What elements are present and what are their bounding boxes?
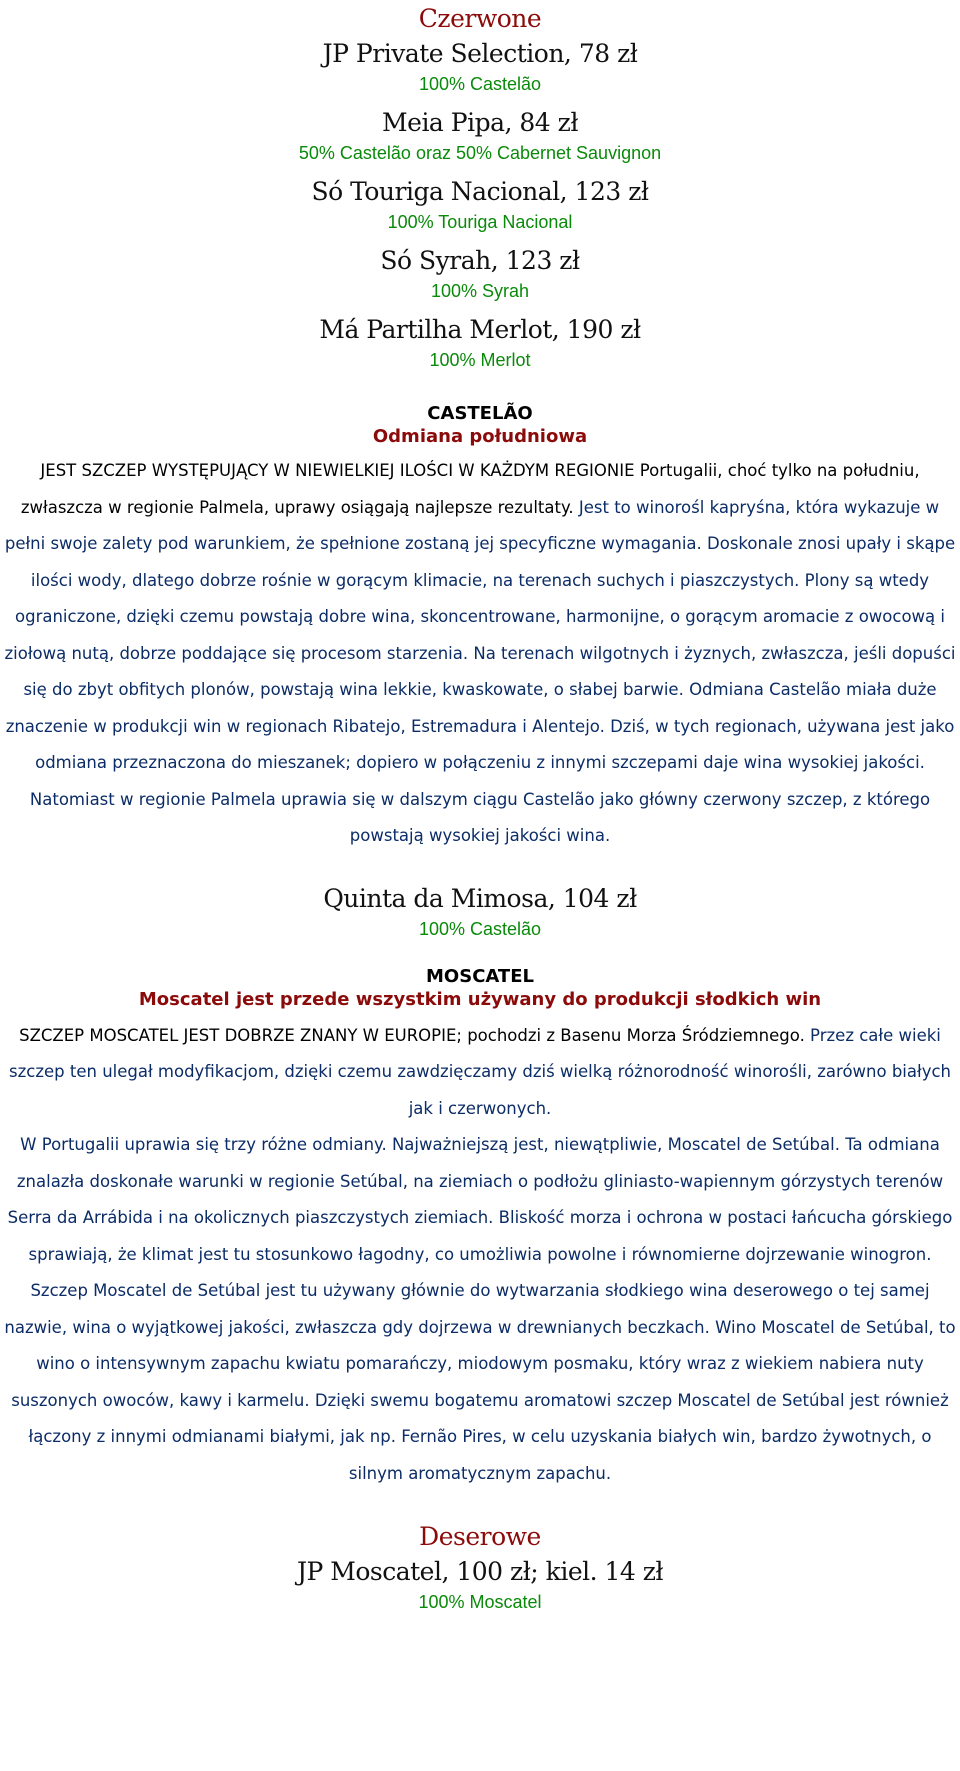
variety-title: CASTELÃO (427, 403, 533, 424)
variety-title: MOSCATEL (426, 965, 534, 987)
wine-name: Só Touriga Nacional, 123 zł (311, 177, 649, 206)
wine-name: JP Moscatel, 100 zł; kiel. 14 zł (296, 1557, 664, 1586)
wine-grape: 50% Castelão oraz 50% Cabernet Sauvignon (298, 143, 662, 163)
wine-entry (0, 36, 960, 97)
wine-grape: 100% Castelão (418, 74, 542, 94)
variety-subtitle: Odmiana południowa (372, 426, 588, 447)
wine-name: Só Syrah, 123 zł (380, 246, 580, 275)
description-part: W Portugalii uprawia się trzy różne odmiany. Najważniejszą jest, niewątpliwie, Moscatel de Setúbal. (20, 1135, 840, 1154)
description-part: Przez całe wieki szczep ten ulegał modyfikacjom, dzięki czemu zawdzięczamy dziś wielką różnorodność winorośli, zarówno białych jak i czerwonych. (9, 1025, 951, 1118)
variety-subtitle: Moscatel jest przede wszystkim używany do produkcji słodkich win (138, 988, 822, 1010)
description-part: Szczep Moscatel de Setúbal jest tu używany głównie do wytwarzania słodkiego wina deserowego o tej samej nazwie, wina o wyjątkowej jakości, zwłaszcza gdy dojrzewa w drewnianych beczkach. (4, 1281, 930, 1337)
wine-entry (0, 312, 960, 373)
description-part: Wino Moscatel de Setúbal, to wino o intensywnym zapachu kwiatu pomarańczy, miodowym posmaku, który wraz z wiekiem nabiera nuty suszonych owoców, kawy i karmelu. (11, 1317, 956, 1410)
wine-entry (0, 243, 960, 304)
wine-grape: 100% Syrah (430, 281, 530, 301)
wine-entry (0, 174, 960, 235)
variety-description (0, 1018, 960, 1493)
description-part: Odmiana Castelão miała duże znaczenie w produkcji win w regionach Ribatejo, Estremadura i Alentejo. (5, 680, 937, 736)
wine-name: Quinta da Mimosa, 104 zł (323, 883, 637, 913)
description-part: Bliskość morza i ochrona w postaci łańcucha górskiego sprawiają, że klimat jest tu stosunkowo łagodny, co umożliwia powolne i równomierne dojrzewanie winogron. (28, 1208, 953, 1264)
variety-description (0, 453, 960, 855)
wine-entry (0, 881, 960, 942)
description-part: Plony są wtedy ograniczone, dzięki czemu powstają dobre wina, skoncentrowane, harmonijne, o gorącym aromacie z owocową i ziołową nutą, dobrze poddające się procesom starzenia. (4, 570, 945, 663)
wine-grape: 100% Merlot (429, 350, 531, 370)
wine-name: Meia Pipa, 84 zł (382, 108, 578, 137)
section-heading-deserowe: Deserowe (419, 1522, 541, 1551)
description-part: SZCZEP MOSCATEL JEST DOBRZE ZNANY W EUROPIE; pochodzi z Basenu Morza Śródziemnego. (19, 1025, 805, 1045)
description-part: Dziś, w tych regionach, używana jest jako odmiana przeznaczona do mieszanek; dopiero w połączeniu z innymi szczepami daje wina wysokiej jakości. (35, 716, 955, 772)
variety-moscatel (0, 966, 960, 1493)
wine-grape: 100% Moscatel (418, 1592, 542, 1612)
description-part: Ta odmiana znalazła doskonałe warunki w regionie Setúbal, na ziemiach o podłożu gliniasto-wapiennym górzystych terenów Serra da Arrábida i na okolicznych piaszczystych ziemiach. (7, 1135, 944, 1227)
description-part: JEST SZCZEP WYSTĘPUJĄCY W NIEWIELKIEJ ILOŚCI W KAŻDYM REGIONIE Portugalii, choć tylko na południu, zwłaszcza w regionie Palmela, uprawy osiągają najlepsze rezultaty. (20, 461, 920, 517)
description-part: Jest to winorośl kapryśna, która wykazuje w pełni swoje zalety pod warunkiem, że spełnione zostaną jej specyficzne wymagania. (4, 497, 940, 553)
variety-castelao (0, 403, 960, 855)
description-part: Natomiast w regionie Palmela uprawia się w dalszym ciągu Castelão jako główny czerwony szczep, z którego powstają wysokiej jakości wina. (29, 789, 931, 845)
wine-grape: 100% Castelão (418, 918, 542, 939)
wine-name: JP Private Selection, 78 zł (322, 39, 638, 68)
wine-entry (0, 1554, 960, 1615)
description-part: Doskonale znosi upały i skąpe ilości wody, dlatego dobrze rośnie w gorącym klimacie, na terenach suchych i piaszczystych. (30, 534, 956, 590)
description-part: Dzięki swemu bogatemu aromatowi szczep Moscatel de Setúbal jest również łączony z innymi odmianami białymi, jak np. Fernão Pires, w celu uzyskania białych win, bardzo żywotnych, o silnym aromatycznym zapachu. (28, 1390, 949, 1483)
description-part: Na terenach wilgotnych i żyznych, zwłaszcza, jeśli dopuści się do zbyt obfitych plonów, powstają wina lekkie, kwaskowate, o słabej barwie. (23, 643, 956, 699)
wine-entry (0, 105, 960, 166)
wine-name: Má Partilha Merlot, 190 zł (319, 315, 641, 344)
section-heading-czerwone: Czerwone (418, 4, 542, 33)
wine-grape: 100% Touriga Nacional (387, 212, 573, 232)
